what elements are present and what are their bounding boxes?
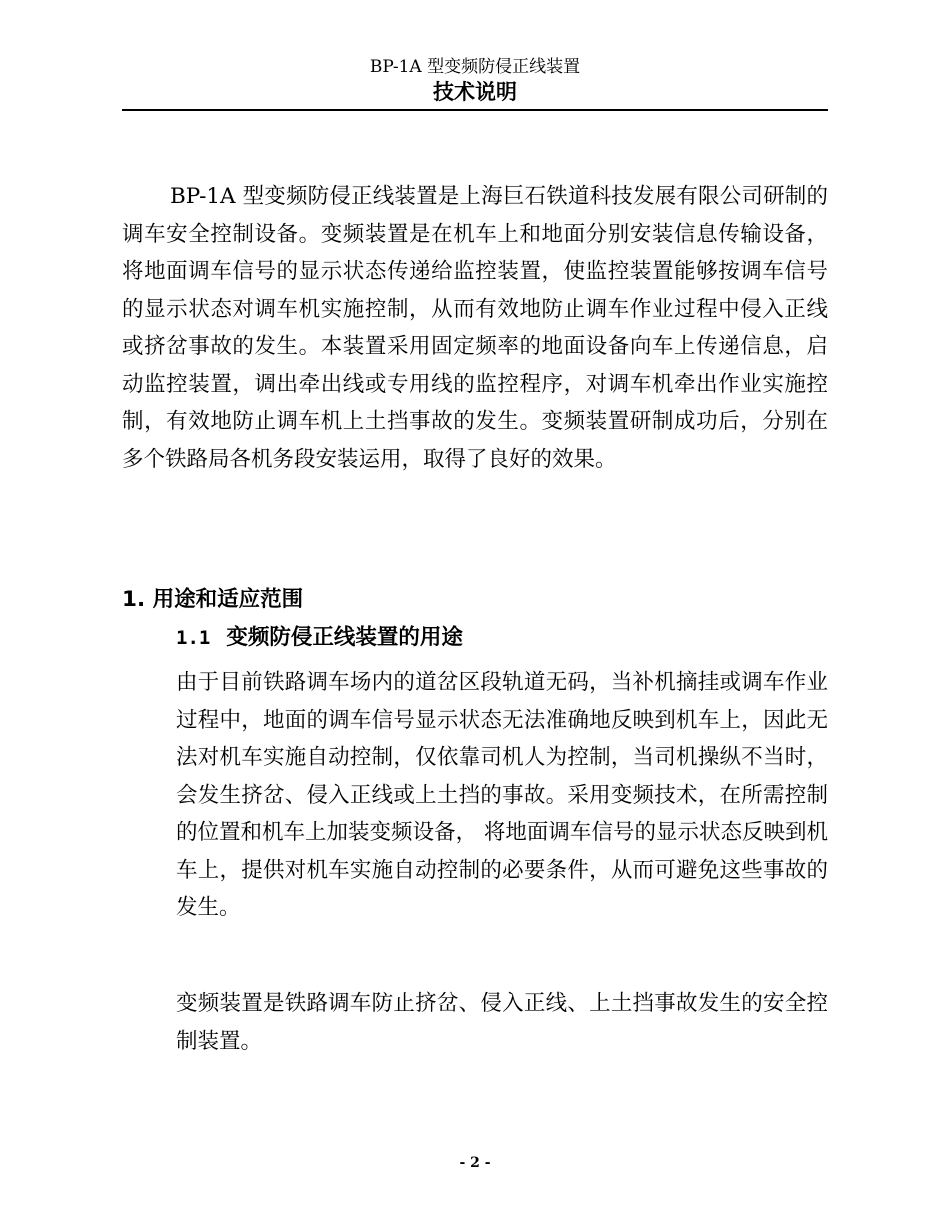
page-header xyxy=(122,56,828,106)
section-heading-usage-scope: 1. 用途和适应范围 xyxy=(122,587,304,612)
header-document-type: 技术说明 xyxy=(433,80,517,104)
purpose-paragraph-1: 由于目前铁路调车场内的道岔区段轨道无码，当补机摘挂或调车作业过程中，地面的调车信号显示状态无法准确地反映到机车上，因此无法对机车实施自动控制，仅依靠司机人为控制，当司机操纵不当时，会发生挤岔、侵入正线或上土挡的事故。采用变频技术，在所需控制的位置和机车上加装变频设备， 将地面调车信号的显示状态反映到机车上，提供对机车实施自动控制的必要条件，从而可避免这些事故的发生。 xyxy=(176,670,828,920)
purpose-paragraph-2: 变频装置是铁路调车防止挤岔、侵入正线、上土挡事故发生的安全控制装置。 xyxy=(176,991,828,1054)
subsection-number: 1.1 xyxy=(176,627,211,649)
intro-paragraph: BP-1A 型变频防侵正线装置是上海巨石铁道科技发展有限公司研制的调车安全控制设备。变频装置是在机车上和地面分别安装信息传输设备，将地面调车信号的显示状态传递给监控装置，使监控装置能够按调车信号的显示状态对调车机实施控制，从而有效地防止调车作业过程中侵入正线或挤岔事故的发生。本装置采用固定频率的地面设备向车上传递信息，启动监控装置，调出牵出线或专用线的监控程序，对调车机牵出作业实施控制，有效地防止调车机上土挡事故的发生。变频装置研制成功后，分别在多个铁路局各机务段安装运用，取得了良好的效果。 xyxy=(122,184,828,472)
subsection-title: 变频防侵正线装置的用途 xyxy=(226,625,463,650)
subsection-heading-purpose xyxy=(176,622,463,654)
header-document-name: BP-1A 型变频防侵正线装置 xyxy=(369,57,581,77)
page-number: - 2 - xyxy=(459,1155,491,1171)
header-divider xyxy=(122,109,828,111)
